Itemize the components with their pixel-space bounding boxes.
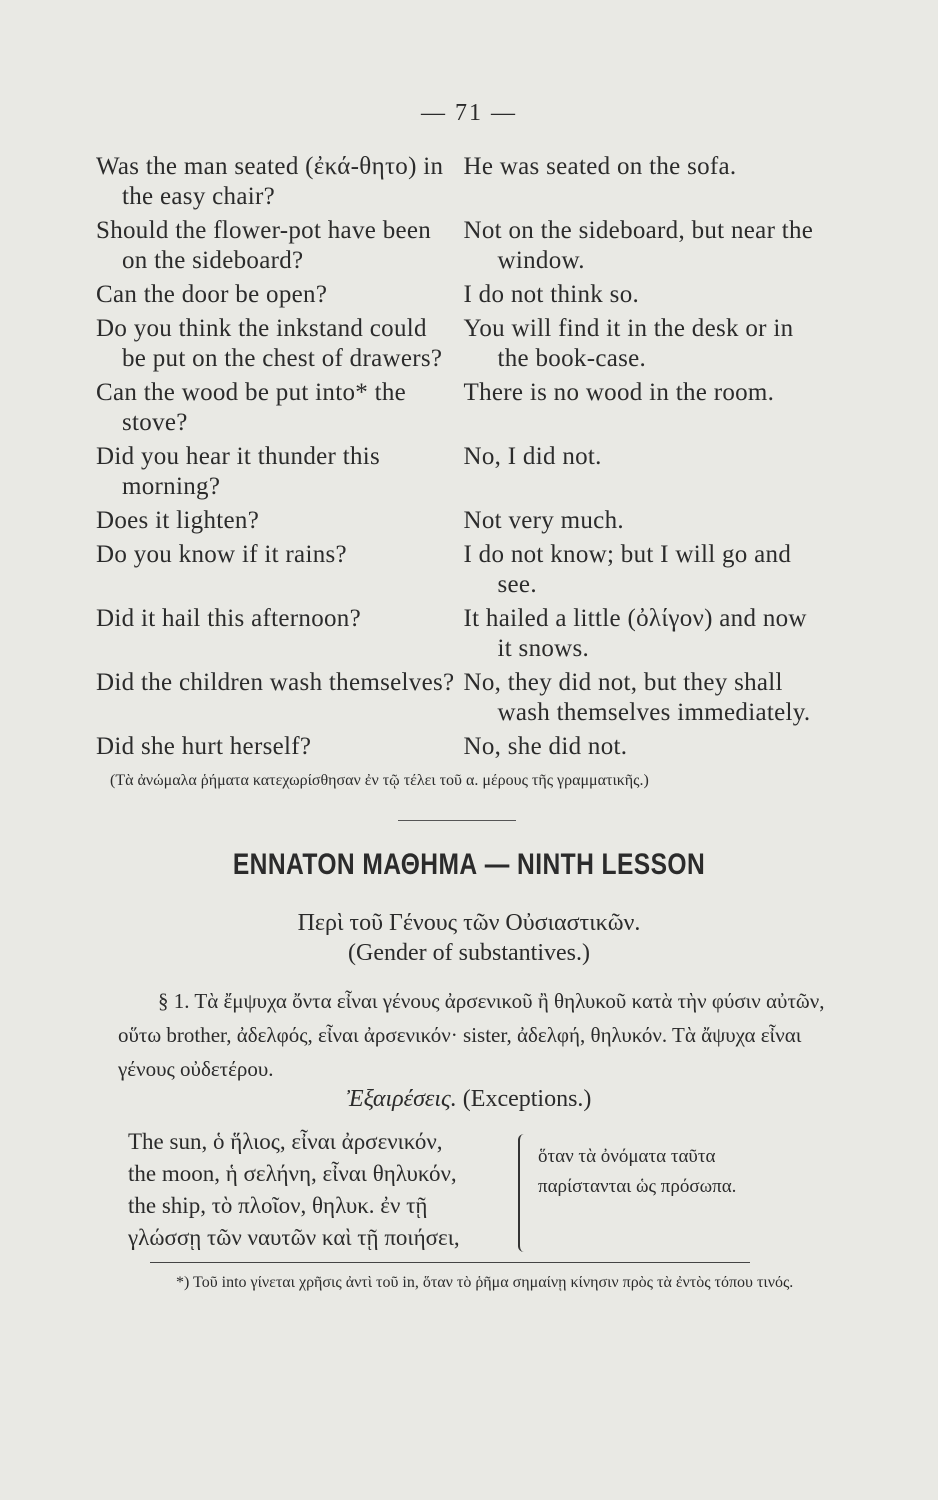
question: Can the wood be put into* the stove? [96, 379, 407, 436]
answer: There is no wood in the room. [463, 379, 775, 406]
qa-row [96, 280, 816, 310]
answer: Not on the sideboard, but near the window. [463, 217, 814, 274]
qa-row [96, 378, 816, 438]
question-answer-list [96, 152, 816, 766]
question: Did the children wash themselves? [96, 669, 455, 696]
answer: He was seated on the sofa. [463, 153, 737, 180]
question: Do you know if it rains? [96, 541, 347, 568]
answer: It hailed a little (ὀλίγον) and now it snows. [463, 605, 807, 662]
answer: No, they did not, but they shall wash themselves immediately. [463, 669, 811, 726]
question: Does it lighten? [96, 507, 260, 534]
exceptions-condition [538, 1142, 818, 1254]
footnote-divider [150, 1262, 750, 1263]
qa-row [96, 540, 816, 600]
lesson-title: ENNATON ΜΑΘΗΜΑ — NINTH LESSON [232, 848, 706, 881]
exceptions-heading-greek: Ἐξαιρέσεις. [346, 1086, 457, 1112]
exception-line: the ship, τὸ πλοῖον, θηλυκ. ἐν τῇ [128, 1193, 428, 1218]
exceptions-block [128, 1126, 818, 1254]
question: Can the door be open? [96, 281, 328, 308]
subtitle-greek: Περὶ τοῦ Γένους τῶν Οὐσιαστικῶν. [297, 910, 641, 936]
qa-row [96, 442, 816, 502]
answer: You will find it in the desk or in the book-case. [463, 315, 794, 372]
qa-row [96, 152, 816, 212]
qa-row [96, 668, 816, 728]
qa-row [96, 732, 816, 762]
answer: I do not know; but I will go and see. [463, 541, 792, 598]
qa-row [96, 314, 816, 374]
question: Was the man seated (ἐκά-θητο) in the easy chair? [96, 153, 444, 210]
qa-row [96, 216, 816, 276]
answer: No, she did not. [463, 733, 628, 760]
section-divider [398, 820, 516, 821]
answer: No, I did not. [463, 443, 602, 470]
question: Did you hear it thunder this morning? [96, 443, 381, 500]
exception-line: the moon, ἡ σελήνη, εἶναι θηλυκόν, [128, 1161, 457, 1186]
rule-paragraph: § 1. Τὰ ἔμψυχα ὄντα εἶναι γένους ἀρσενικοῦ ἢ θηλυκοῦ κατὰ τὴν φύσιν αὐτῶν, οὕτω brother, ἀδελφός, εἶναι ἀρσενικόν· sister, ἀδελφή, θηλυκόν. Τὰ ἄψυχα εἶναι γένους οὐδετέρου. [118, 989, 825, 1081]
brace-icon [518, 1134, 538, 1252]
page-number: — 71 — [421, 100, 517, 126]
answer: Not very much. [463, 507, 624, 534]
exceptions-heading [0, 1086, 938, 1113]
qa-row [96, 604, 816, 664]
question: Do you think the inkstand could be put on the chest of drawers? [96, 315, 443, 372]
question: Did she hurt herself? [96, 733, 312, 760]
qa-row [96, 506, 816, 536]
condition-line: ὅταν τὰ ὀνόματα ταῦτα [538, 1146, 716, 1167]
exception-line: The sun, ὁ ἥλιος, εἶναι ἀρσενικόν, [128, 1129, 443, 1154]
question: Should the flower-pot have been on the sideboard? [96, 217, 432, 274]
question: Did it hail this afternoon? [96, 605, 361, 632]
subtitle-english: (Gender of substantives.) [348, 940, 590, 966]
footnote: *) Τοῦ into γίνεται χρῆσις ἀντὶ τοῦ in, ὅταν τὸ ῥῆμα σημαίνῃ κίνησιν πρὸς τὰ ἐντὸς τόπου τινός. [176, 1274, 794, 1291]
exception-line: γλώσσῃ τῶν ναυτῶν καὶ τῇ ποιήσει, [128, 1225, 460, 1250]
grammar-note: (Τὰ ἀνώμαλα ῥήματα κατεχωρίσθησαν ἐν τῷ τέλει τοῦ α. μέρους τῆς γραμματικῆς.) [110, 772, 649, 789]
exceptions-heading-english: (Exceptions.) [462, 1086, 592, 1112]
answer: I do not think so. [463, 281, 640, 308]
exceptions-list [128, 1126, 518, 1254]
condition-line: παρίστανται ὡς πρόσωπα. [538, 1176, 737, 1197]
